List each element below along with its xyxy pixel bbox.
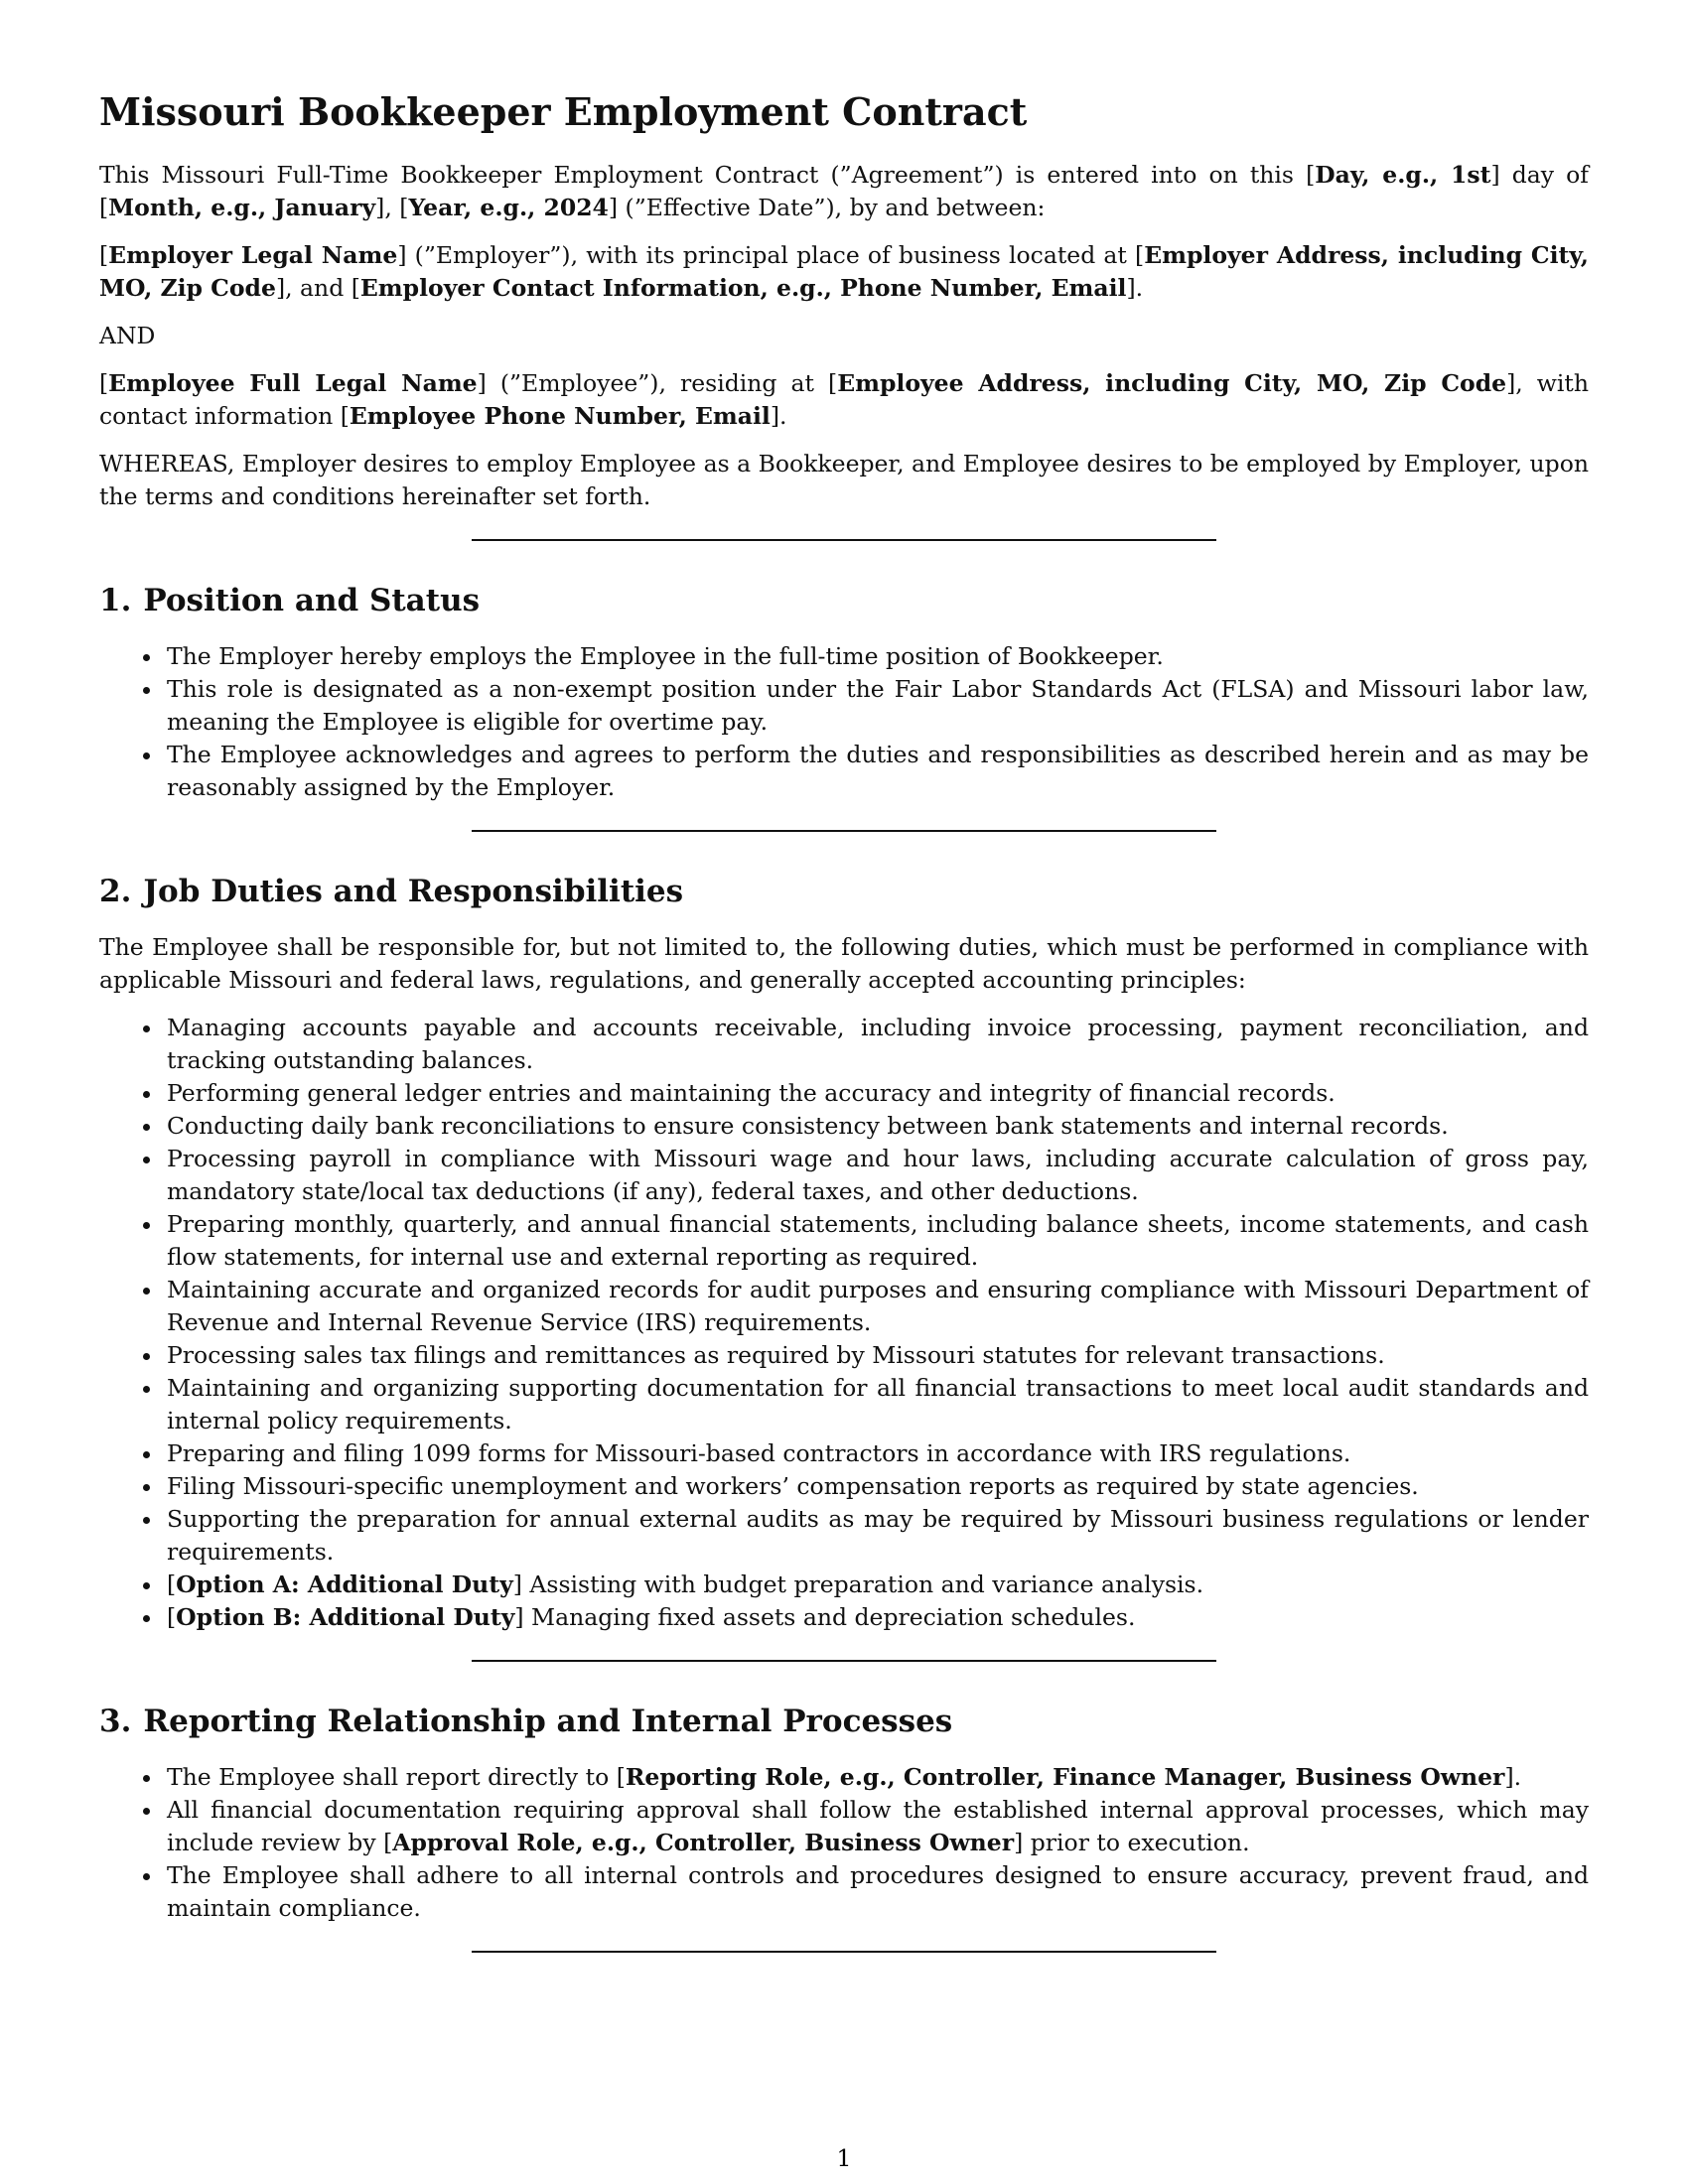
list-item: The Employee shall report directly to [Reporting Role, e.g., Controller, Finance Manager, Business Owner]. [99, 1761, 1589, 1794]
list-item: Preparing monthly, quarterly, and annual financial statements, including balance sheets, income statements, and cash flow statements, for internal use and external reporting as required. [99, 1208, 1589, 1274]
placeholder-field: Day, e.g., 1st [1315, 161, 1491, 189]
bullet-list [99, 1761, 1589, 1925]
placeholder-field: Month, e.g., January [108, 194, 376, 221]
bullet-list [99, 640, 1589, 804]
placeholder-field: Employer Contact Information, e.g., Phone Number, Email [359, 274, 1127, 302]
list-item: The Employee shall adhere to all internal controls and procedures designed to ensure accuracy, prevent fraud, and maintain compliance. [99, 1859, 1589, 1925]
whereas-paragraph: WHEREAS, Employer desires to employ Employee as a Bookkeeper, and Employee desires to be employed by Employer, upon the terms and conditions hereinafter set forth. [99, 450, 1589, 510]
section-heading [99, 581, 1589, 620]
section-paragraph: The Employee shall be responsible for, but not limited to, the following duties, which must be performed in compliance with applicable Missouri and federal laws, regulations, and generally accepted accounting principles: [99, 933, 1589, 994]
placeholder-field: Employee Full Legal Name [108, 369, 478, 397]
section-divider [472, 830, 1216, 832]
list-item: Managing accounts payable and accounts receivable, including invoice processing, payment reconciliation, and tracking outstanding balances. [99, 1012, 1589, 1077]
document-title: Missouri Bookkeeper Employment Contract [99, 89, 1028, 134]
placeholder-field: Employee Phone Number, Email [349, 402, 771, 430]
section-divider [472, 1951, 1216, 1953]
placeholder-field: Approval Role, e.g., Controller, Business Owner [392, 1829, 1015, 1856]
section-number: 2. [99, 874, 132, 909]
list-item: Processing sales tax filings and remittances as required by Missouri statutes for relevant transactions. [99, 1339, 1589, 1372]
placeholder-field: Reporting Role, e.g., Controller, Finance Manager, Business Owner [625, 1763, 1505, 1791]
page-number: 1 [836, 2144, 852, 2172]
placeholder-field: Employer Legal Name [108, 241, 398, 269]
section-heading [99, 872, 1589, 911]
placeholder-field: Employer Address, including City, MO, Zip Code [99, 241, 1589, 302]
section-divider [472, 1660, 1216, 1662]
employee-paragraph: [Employee Full Legal Name] (”Employee”), residing at [Employee Address, including City, MO, Zip Code], with contact information [Employee Phone Number, Email]. [99, 369, 1589, 430]
list-item: Processing payroll in compliance with Missouri wage and hour laws, including accurate calculation of gross pay, mandatory state/local tax deductions (if any), federal taxes, and other deductions. [99, 1143, 1589, 1208]
bullet-list [99, 1012, 1589, 1634]
placeholder-field: Option A: Additional Duty [176, 1570, 513, 1598]
section-number: 3. [99, 1704, 132, 1739]
section-title: Reporting Relationship and Internal Processes [143, 1704, 953, 1739]
placeholder-field: Employee Address, including City, MO, Zip Code [837, 369, 1507, 397]
list-item: [Option B: Additional Duty] Managing fixed assets and depreciation schedules. [99, 1601, 1589, 1634]
list-item: Performing general ledger entries and maintaining the accuracy and integrity of financial records. [99, 1077, 1589, 1110]
section-divider [472, 539, 1216, 541]
list-item: All financial documentation requiring approval shall follow the established internal approval processes, which may include review by [Approval Role, e.g., Controller, Business Owner] prior to execution. [99, 1794, 1589, 1859]
and-separator: AND [99, 322, 156, 349]
section-heading [99, 1702, 1589, 1741]
list-item: Filing Missouri-specific unemployment and workers’ compensation reports as required by state agencies. [99, 1470, 1589, 1503]
employer-paragraph: [Employer Legal Name] (”Employer”), with its principal place of business located at [Employer Address, including City, MO, Zip Code], and [Employer Contact Information, e.g., Phone Number, Email]. [99, 241, 1589, 302]
section-3 [99, 1702, 1589, 1953]
section-2 [99, 872, 1589, 1662]
intro-paragraph: This Missouri Full-Time Bookkeeper Employment Contract (”Agreement”) is entered into on this [Day, e.g., 1st] day of [Month, e.g., January], [Year, e.g., 2024] (”Effective Date”), by and between: [99, 161, 1589, 221]
list-item: The Employer hereby employs the Employee in the full-time position of Bookkeeper. [99, 640, 1589, 673]
section-title: Position and Status [143, 583, 481, 618]
list-item: [Option A: Additional Duty] Assisting with budget preparation and variance analysis. [99, 1569, 1589, 1601]
section-1 [99, 581, 1589, 832]
list-item: Supporting the preparation for annual external audits as may be required by Missouri business regulations or lender requirements. [99, 1503, 1589, 1569]
placeholder-field: Option B: Additional Duty [176, 1603, 515, 1631]
section-number: 1. [99, 583, 132, 618]
list-item: Conducting daily bank reconciliations to ensure consistency between bank statements and internal records. [99, 1110, 1589, 1143]
list-item: The Employee acknowledges and agrees to perform the duties and responsibilities as described herein and as may be reasonably assigned by the Employer. [99, 739, 1589, 804]
section-title: Job Duties and Responsibilities [143, 874, 684, 909]
list-item: Maintaining and organizing supporting documentation for all financial transactions to meet local audit standards and internal policy requirements. [99, 1372, 1589, 1437]
list-item: Maintaining accurate and organized records for audit purposes and ensuring compliance with Missouri Department of Revenue and Internal Revenue Service (IRS) requirements. [99, 1274, 1589, 1339]
placeholder-field: Year, e.g., 2024 [408, 194, 609, 221]
list-item: This role is designated as a non-exempt position under the Fair Labor Standards Act (FLSA) and Missouri labor law, meaning the Employee is eligible for overtime pay. [99, 673, 1589, 739]
document-page [99, 79, 1589, 1953]
list-item: Preparing and filing 1099 forms for Missouri-based contractors in accordance with IRS regulations. [99, 1437, 1589, 1470]
